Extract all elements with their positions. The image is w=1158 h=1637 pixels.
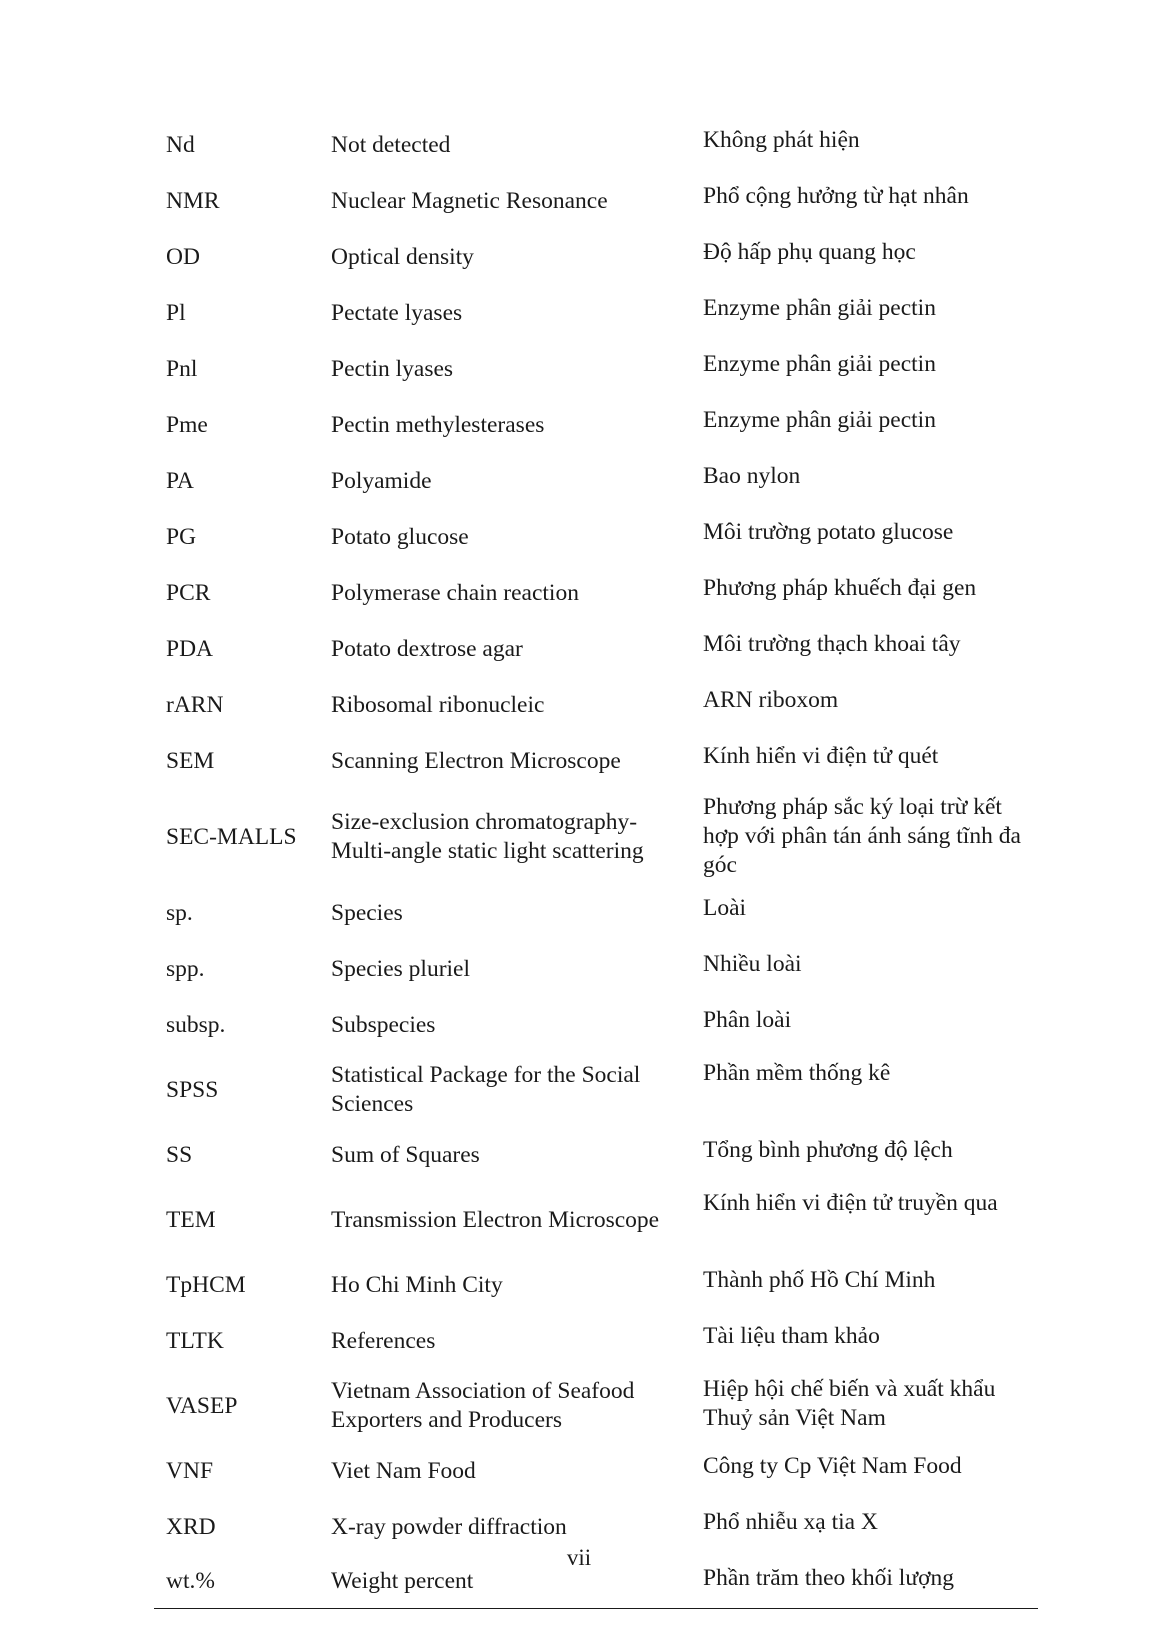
table-row	[154, 997, 1038, 1053]
vietnamese-term-cell: Môi trường thạch khoai tây	[703, 631, 961, 657]
vietnamese-term-cell: Kính hiển vi điện tử quét	[703, 743, 939, 769]
vietnamese-term-cell: Không phát hiện	[703, 127, 860, 153]
table-row	[154, 453, 1038, 509]
abbreviation-cell: Pl	[166, 299, 186, 326]
vietnamese-term-cell: Tổng bình phương độ lệch	[703, 1137, 953, 1163]
table-row	[154, 509, 1038, 565]
vietnamese-term-cell: Phổ nhiễu xạ tia X	[703, 1509, 878, 1535]
vietnamese-term-cell: Nhiều loài	[703, 951, 802, 977]
vietnamese-term-cell: Thành phố Hồ Chí Minh	[703, 1267, 936, 1293]
english-term-cell: Pectate lyases	[331, 299, 463, 326]
abbreviation-cell: PA	[166, 467, 194, 494]
abbreviation-cell: VNF	[166, 1457, 214, 1484]
page-number: vii	[566, 1545, 592, 1570]
vietnamese-term-cell: Phổ cộng hưởng từ hạt nhân	[703, 183, 969, 209]
vietnamese-term-cell: Enzyme phân giải pectin	[703, 295, 936, 321]
english-term-cell: Nuclear Magnetic Resonance	[331, 187, 608, 214]
english-term-cell: Not detected	[331, 131, 451, 158]
table-row	[154, 397, 1038, 453]
table-row	[154, 885, 1038, 941]
english-term-cell: Size-exclusion chromatography-Multi-angle static light scattering	[331, 809, 644, 864]
abbreviation-cell: SEM	[166, 747, 215, 774]
table-row	[154, 1313, 1038, 1369]
abbreviation-cell: PCR	[166, 579, 211, 606]
table-row	[154, 173, 1038, 229]
table-row	[154, 341, 1038, 397]
abbreviation-cell: XRD	[166, 1513, 216, 1540]
english-term-cell: Viet Nam Food	[331, 1457, 476, 1484]
english-term-cell: Sum of Squares	[331, 1141, 480, 1168]
english-term-cell: Scanning Electron Microscope	[331, 747, 621, 774]
vietnamese-term-cell: Bao nylon	[703, 463, 801, 489]
abbreviation-cell: SPSS	[166, 1076, 219, 1103]
abbreviation-cell: Nd	[166, 131, 195, 158]
english-term-cell: Subspecies	[331, 1011, 436, 1038]
table-row	[154, 733, 1038, 789]
vietnamese-term-cell: Hiệp hội chế biến và xuất khẩu Thuỷ sản Việt Nam	[703, 1376, 996, 1431]
vietnamese-term-cell: Loài	[703, 895, 747, 921]
table-row	[154, 1053, 1038, 1127]
abbreviation-cell: sp.	[166, 899, 193, 926]
vietnamese-term-cell: Tài liệu tham khảo	[703, 1323, 880, 1349]
english-term-cell: Species	[331, 899, 403, 926]
vietnamese-term-cell: Kính hiển vi điện tử truyền qua	[703, 1190, 998, 1216]
abbreviation-cell: VASEP	[166, 1392, 238, 1419]
vietnamese-term-cell: ARN riboxom	[703, 687, 839, 713]
english-term-cell: Vietnam Association of Seafood Exporters and Producers	[331, 1378, 635, 1433]
abbreviation-cell: rARN	[166, 691, 224, 718]
abbreviation-cell: SS	[166, 1141, 193, 1168]
english-term-cell: Statistical Package for the Social Sciences	[331, 1062, 641, 1117]
abbreviation-cell: SEC-MALLS	[166, 823, 297, 850]
english-term-cell: Ribosomal ribonucleic	[331, 691, 545, 718]
table-row	[154, 621, 1038, 677]
table-row	[154, 1443, 1038, 1499]
abbreviation-cell: TLTK	[166, 1327, 224, 1354]
abbreviation-cell: TEM	[166, 1206, 216, 1233]
abbreviation-cell: Pnl	[166, 355, 198, 382]
table-row	[154, 229, 1038, 285]
vietnamese-term-cell: Môi trường potato glucose	[703, 519, 954, 545]
abbreviation-cell: PG	[166, 523, 197, 550]
abbreviation-cell: OD	[166, 243, 200, 270]
abbreviation-cell: NMR	[166, 187, 220, 214]
vietnamese-term-cell: Enzyme phân giải pectin	[703, 407, 936, 433]
english-term-cell: Pectin lyases	[331, 355, 454, 382]
table-row	[154, 1369, 1038, 1443]
table-row	[154, 1183, 1038, 1257]
english-term-cell: Ho Chi Minh City	[331, 1271, 503, 1298]
english-term-cell: Optical density	[331, 243, 474, 270]
table-row	[154, 565, 1038, 621]
english-term-cell: Weight percent	[331, 1568, 474, 1594]
abbreviation-table	[154, 117, 1038, 1609]
table-row	[154, 941, 1038, 997]
table-row	[154, 285, 1038, 341]
vietnamese-term-cell: Phương pháp sắc ký loại trừ kết hợp với phân tán ánh sáng tĩnh đa góc	[703, 794, 1021, 878]
table-row	[154, 117, 1038, 173]
english-term-cell: References	[331, 1327, 436, 1354]
table-row	[154, 1127, 1038, 1183]
table-row	[154, 677, 1038, 733]
abbreviation-cell: TpHCM	[166, 1271, 246, 1298]
vietnamese-term-cell: Phần trăm theo khối lượng	[703, 1565, 954, 1591]
english-term-cell: X-ray powder diffraction	[331, 1513, 567, 1540]
vietnamese-term-cell: Enzyme phân giải pectin	[703, 351, 936, 377]
abbreviation-cell: PDA	[166, 635, 214, 662]
vietnamese-term-cell: Phân loài	[703, 1007, 792, 1033]
vietnamese-term-cell: Độ hấp phụ quang học	[703, 239, 916, 265]
abbreviation-cell: spp.	[166, 955, 205, 982]
abbreviation-cell: subsp.	[166, 1011, 226, 1038]
abbreviation-cell: Pme	[166, 411, 208, 438]
table-row	[154, 1257, 1038, 1313]
vietnamese-term-cell: Phương pháp khuếch đại gen	[703, 575, 977, 601]
abbreviation-cell: wt.%	[166, 1568, 215, 1594]
vietnamese-term-cell: Công ty Cp Việt Nam Food	[703, 1453, 962, 1479]
english-term-cell: Species pluriel	[331, 955, 471, 982]
english-term-cell: Transmission Electron Microscope	[331, 1206, 660, 1233]
vietnamese-term-cell: Phần mềm thống kê	[703, 1060, 891, 1086]
english-term-cell: Pectin methylesterases	[331, 411, 545, 438]
english-term-cell: Potato dextrose agar	[331, 635, 523, 662]
table-row	[154, 789, 1038, 885]
english-term-cell: Polyamide	[331, 467, 432, 494]
english-term-cell: Potato glucose	[331, 523, 469, 550]
english-term-cell: Polymerase chain reaction	[331, 579, 579, 606]
